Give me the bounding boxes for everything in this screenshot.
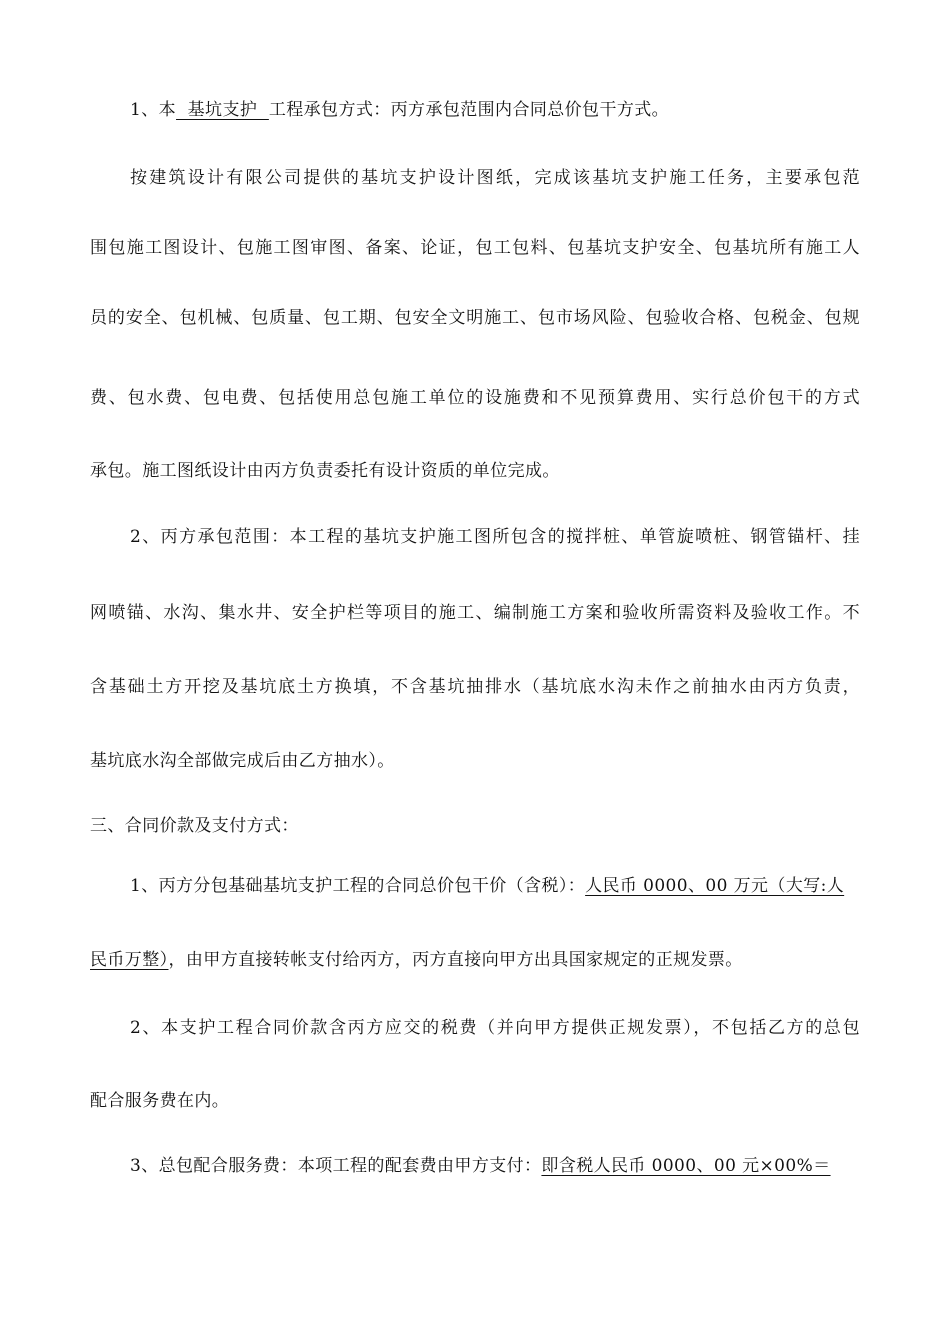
paragraph-subcontract-scope-line-4: 基坑底水沟全部做完成后由乙方抽水）。: [90, 751, 395, 771]
paragraph-scope-line-2: 围包施工图设计、包施工图审图、备案、论证，包工包料、包基坑支护安全、包基坑所有施工人: [90, 238, 860, 258]
paragraph-scope-line-4: 费、包水费、包电费、包括使用总包施工单位的设施费和不见预算费用、实行总价包干的方式: [90, 388, 860, 408]
paragraph-contract-price-line-1: [130, 874, 860, 898]
paragraph-contracting-method: [130, 98, 860, 122]
paragraph-scope-line-5: 承包。施工图纸设计由丙方负责委托有设计资质的单位完成。: [90, 461, 560, 481]
paragraph-scope-line-1: 按建筑设计有限公司提供的基坑支护设计图纸，完成该基坑支护施工任务，主要承包范: [130, 168, 860, 188]
paragraph-tax-line-2: 配合服务费在内。: [90, 1091, 230, 1111]
price-amount-underlined-cont: 民币万整）: [90, 950, 169, 970]
paragraph-subcontract-scope-line-2: 网喷锚、水沟、集水井、安全护栏等项目的施工、编制施工方案和验收所需资料及验收工作。不: [90, 603, 860, 623]
project-name-blank: 基坑支护: [176, 100, 269, 120]
clause-number-text: 1、本: [130, 100, 177, 120]
price-clause-text-cont: ，由甲方直接转帐支付给丙方，丙方直接向甲方出具国家规定的正规发票。: [168, 950, 743, 970]
service-fee-text: 3、总包配合服务费：本项工程的配套费由甲方支付：: [130, 1156, 542, 1176]
price-clause-text: 1、丙方分包基础基坑支护工程的合同总价包干价（含税）：: [130, 876, 586, 896]
section-heading-price-payment: 三、合同价款及支付方式：: [90, 816, 299, 836]
price-amount-underlined: 人民币 0000、00 万元（大写:人: [585, 876, 845, 896]
paragraph-scope-line-3: 员的安全、包机械、包质量、包工期、包安全文明施工、包市场风险、包验收合格、包税金、包规: [90, 308, 860, 328]
paragraph-service-fee: [130, 1154, 860, 1178]
paragraph-tax-line-1: 2、本支护工程合同价款含丙方应交的税费（并向甲方提供正规发票），不包括乙方的总包: [130, 1018, 860, 1038]
paragraph-contract-price-line-2: [90, 948, 860, 972]
clause-text: 工程承包方式：丙方承包范围内合同总价包干方式。: [268, 100, 670, 120]
paragraph-subcontract-scope-line-3: 含基础土方开挖及基坑底土方换填，不含基坑抽排水（基坑底水沟未作之前抽水由丙方负责，: [90, 677, 860, 697]
service-fee-amount-underlined: 即含税人民币 0000、00 元×00%＝: [541, 1156, 831, 1176]
paragraph-subcontract-scope-line-1: 2、丙方承包范围：本工程的基坑支护施工图所包含的搅拌桩、单管旋喷桩、钢管锚杆、挂: [130, 527, 860, 547]
